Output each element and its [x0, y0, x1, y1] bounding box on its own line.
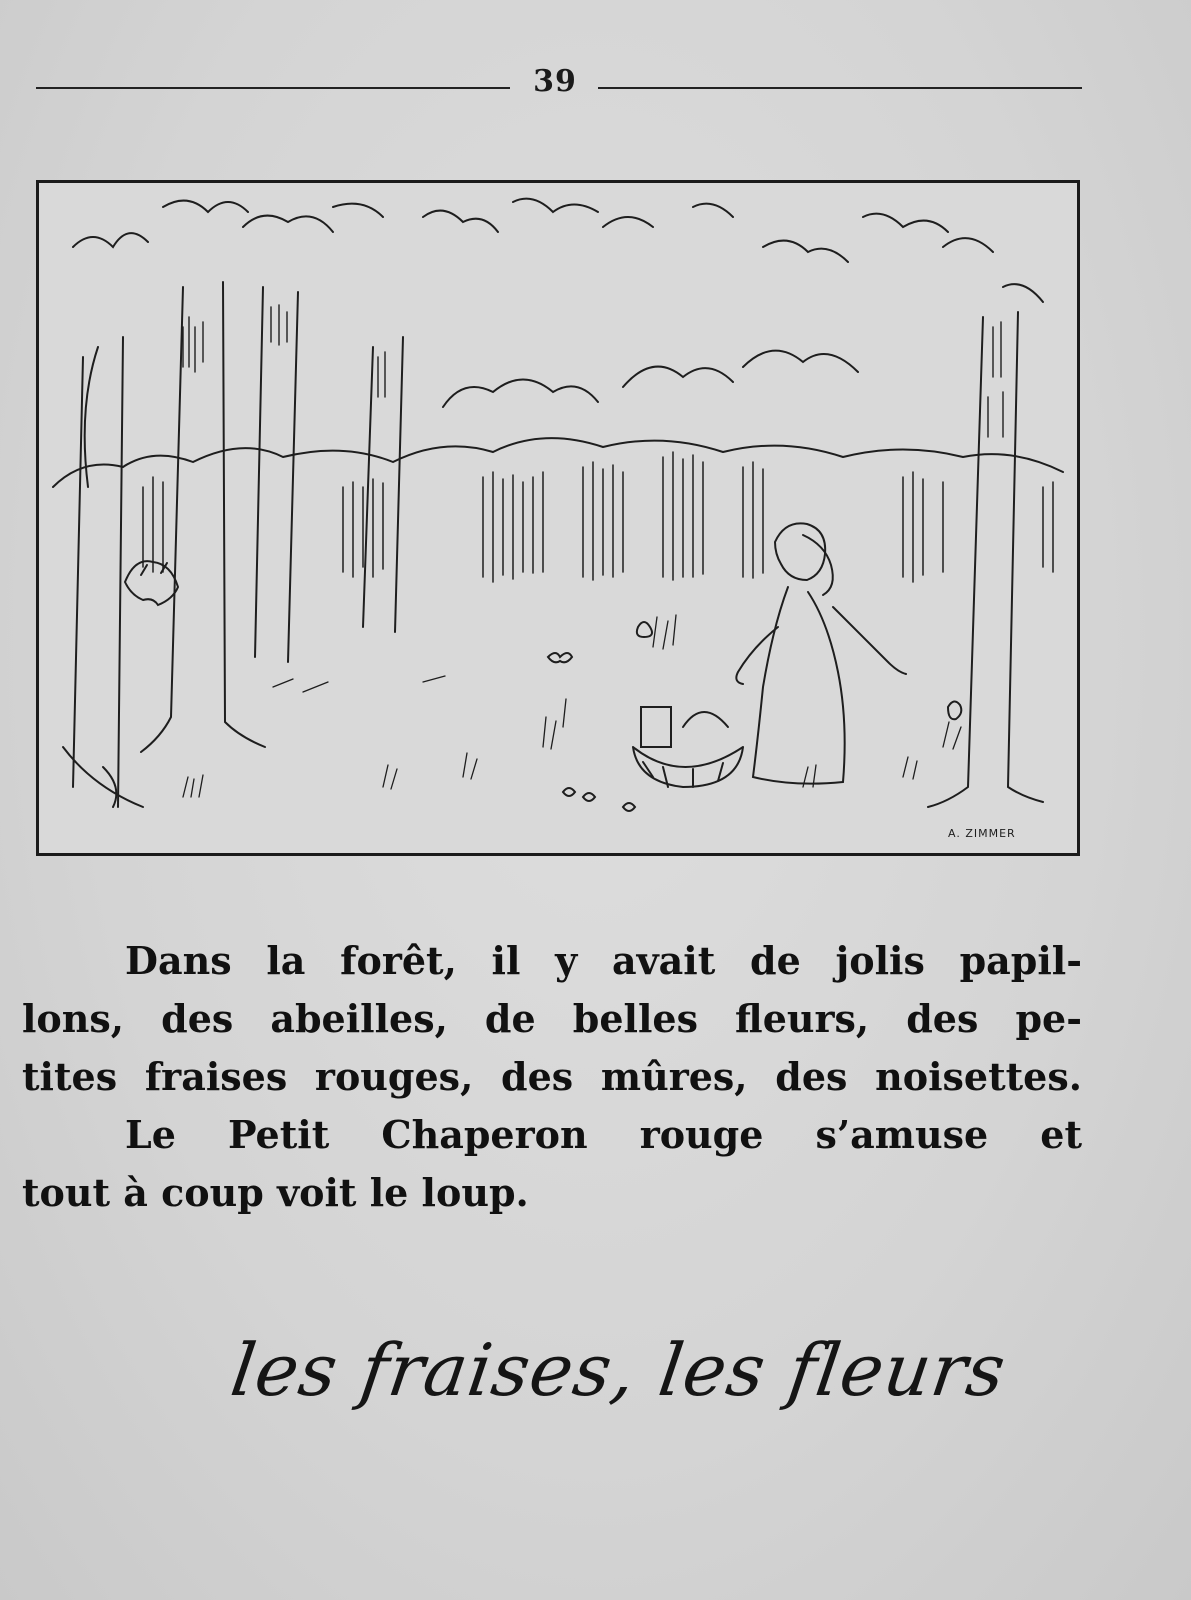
header-rule-right	[598, 87, 1082, 89]
story-text	[22, 932, 1082, 1222]
text-line: tites fraises rouges, des mûres, des noisettes.	[22, 1054, 1082, 1099]
text-line: Le Petit Chaperon rouge s’amuse et	[125, 1112, 1082, 1157]
page-number: 39	[533, 64, 577, 99]
text-line: lons, des abeilles, de belles fleurs, des pe-	[22, 996, 1082, 1041]
forest-illustration	[36, 180, 1080, 856]
handwriting-caption: les fraises, les fleurs	[226, 1328, 1012, 1412]
text-line: tout à coup voit le loup.	[22, 1170, 529, 1215]
header-rule-left	[36, 87, 510, 89]
illustration-signature: A. ZIMMER	[948, 827, 1016, 840]
text-line: Dans la forêt, il y avait de jolis papil-	[125, 938, 1082, 983]
forest-drawing	[43, 187, 1073, 849]
